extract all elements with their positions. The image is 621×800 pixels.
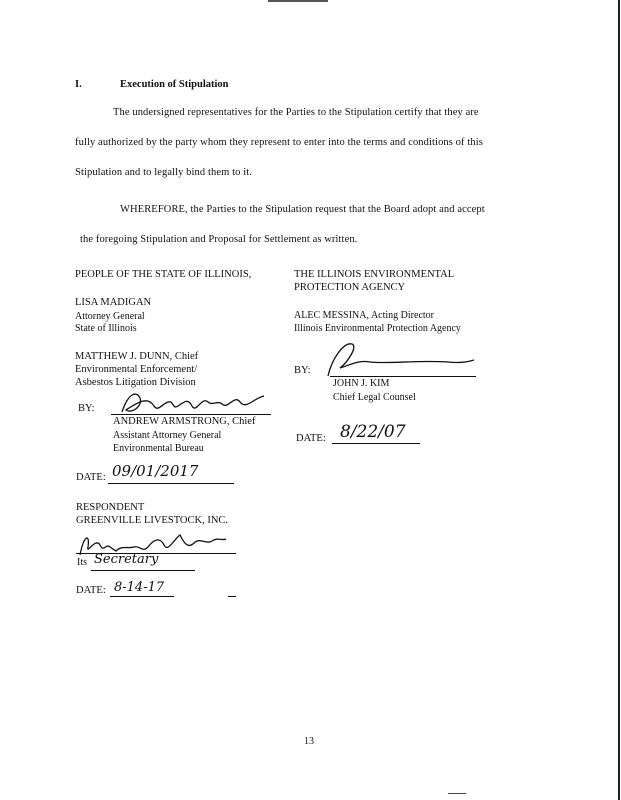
scan-edge-right (618, 0, 620, 800)
scan-edge-top (268, 0, 328, 2)
chief-name: MATTHEW J. DUNN, Chief (75, 351, 199, 362)
paragraph-1-line-3: Stipulation and to legally bind them to it. (75, 167, 252, 178)
section-number: I. (75, 79, 82, 90)
paragraph-2-line-2: the foregoing Stipulation and Proposal for Settlement as written. (80, 234, 358, 245)
respondent-its-value: Secretary (94, 552, 159, 567)
left-date-value: 09/01/2017 (112, 462, 199, 480)
attorney-general-name: LISA MADIGAN (75, 297, 152, 308)
paragraph-2-line-1: WHEREFORE, the Parties to the Stipulation request that the Board adopt and accept (120, 204, 485, 215)
left-by-label: BY: (78, 403, 95, 414)
right-signature (318, 338, 478, 380)
attorney-general-title: Attorney General (75, 311, 145, 322)
scan-mark-bottom (448, 793, 466, 794)
left-party-name: PEOPLE OF THE STATE OF ILLINOIS, (75, 269, 252, 280)
epa-agency: Illinois Environmental Protection Agency (294, 323, 461, 334)
respondent-date-value: 8-14-17 (114, 580, 165, 595)
respondent-date-line-end (228, 596, 236, 597)
right-date-line (332, 443, 420, 444)
right-date-value: 8/22/07 (340, 422, 406, 442)
right-by-label: BY: (294, 365, 311, 376)
right-party-name-1: THE ILLINOIS ENVIRONMENTAL (294, 269, 455, 280)
chief-title-2: Asbestos Litigation Division (75, 377, 196, 388)
respondent-its-label: Its (77, 557, 87, 568)
right-date-label: DATE: (296, 433, 326, 444)
attorney-general-state: State of Illinois (75, 323, 137, 334)
paragraph-1-line-1: The undersigned representatives for the Parties to the Stipulation certify that they are (113, 107, 479, 118)
left-date-label: DATE: (76, 472, 106, 483)
paragraph-1-line-2: fully authorized by the party whom they represent to enter into the terms and conditions of this (75, 137, 483, 148)
epa-director: ALEC MESSINA, Acting Director (294, 310, 434, 321)
respondent-its-line (91, 570, 195, 571)
right-signature-line (330, 376, 476, 377)
page-number: 13 (304, 736, 314, 747)
right-signer-title: Chief Legal Counsel (333, 392, 416, 403)
left-signer-title-1: Assistant Attorney General (113, 430, 222, 441)
respondent-name: GREENVILLE LIVESTOCK, INC. (76, 515, 229, 526)
chief-title-1: Environmental Enforcement/ (75, 364, 198, 375)
respondent-date-label: DATE: (76, 585, 106, 596)
left-signature-line (111, 414, 271, 415)
section-title: Execution of Stipulation (120, 79, 229, 90)
respondent-date-line (110, 596, 174, 597)
respondent-label: RESPONDENT (76, 502, 145, 513)
left-signer-name: ANDREW ARMSTRONG, Chief (113, 416, 256, 427)
left-signer-title-2: Environmental Bureau (113, 443, 204, 454)
right-signer-name: JOHN J. KIM (333, 378, 390, 389)
right-party-name-2: PROTECTION AGENCY (294, 282, 406, 293)
left-date-line (108, 483, 234, 484)
